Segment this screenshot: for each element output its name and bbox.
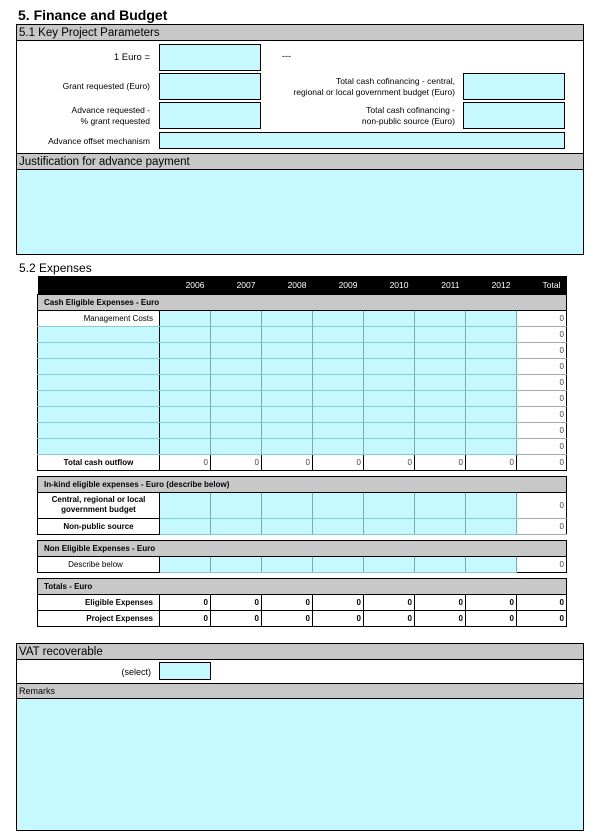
cash-row-label[interactable] <box>38 326 160 342</box>
noneligible-group-header: Non Eligible Expenses - Euro <box>38 540 567 556</box>
key-parameters-header: 5.1 Key Project Parameters <box>17 25 583 41</box>
cash-row-total: 0 <box>517 310 567 326</box>
cash-cell[interactable] <box>211 310 262 326</box>
project-expenses-value: 0 <box>211 610 262 626</box>
eligible-expenses-value: 0 <box>211 594 262 610</box>
inkind-cell[interactable] <box>466 492 517 518</box>
expenses-table <box>37 276 567 627</box>
cash-cell[interactable] <box>466 342 517 358</box>
cash-row-total: 0 <box>517 438 567 454</box>
cash-cell[interactable] <box>211 438 262 454</box>
remarks-textarea[interactable] <box>17 699 583 830</box>
total-header: Total <box>517 276 567 294</box>
totals-group-header: Totals - Euro <box>38 578 567 594</box>
cash-cell[interactable] <box>466 310 517 326</box>
cash-cell[interactable] <box>262 310 313 326</box>
cash-eligible-group-header: Cash Eligible Expenses - Euro <box>38 294 567 310</box>
inkind-cell[interactable] <box>313 492 364 518</box>
cash-row <box>38 310 567 326</box>
cash-cell[interactable] <box>160 326 211 342</box>
expenses-header: 5.2 Expenses <box>19 261 92 275</box>
cash-cell[interactable] <box>262 390 313 406</box>
cash-cell[interactable] <box>415 390 466 406</box>
inkind-cell[interactable] <box>364 492 415 518</box>
noneligible-cell[interactable] <box>211 556 262 572</box>
project-expenses-value: 0 <box>415 610 466 626</box>
cash-row-label[interactable] <box>38 358 160 374</box>
cash-cell[interactable] <box>160 310 211 326</box>
cash-row-label[interactable] <box>38 374 160 390</box>
years-header-blank <box>38 276 160 294</box>
project-expenses-value: 0 <box>160 610 211 626</box>
cash-row-total: 0 <box>517 358 567 374</box>
cash-cell[interactable] <box>160 438 211 454</box>
inkind-public-label: Central, regional or local government budget <box>38 492 160 518</box>
inkind-cell[interactable] <box>160 518 211 534</box>
cash-row <box>38 422 567 438</box>
cofinancing-private-label: Total cash cofinancing - non-public source (Euro) <box>361 105 455 126</box>
project-expenses-value: 0 <box>466 610 517 626</box>
cash-cell[interactable] <box>313 438 364 454</box>
eligible-expenses-value: 0 <box>517 594 567 610</box>
cash-cell[interactable] <box>466 326 517 342</box>
cash-cell[interactable] <box>160 358 211 374</box>
inkind-public-total: 0 <box>517 492 567 518</box>
inkind-cell[interactable] <box>160 492 211 518</box>
year-header: 2011 <box>415 276 466 294</box>
year-header: 2008 <box>262 276 313 294</box>
cash-cell[interactable] <box>415 438 466 454</box>
total-cash-outflow-value: 0 <box>517 454 567 470</box>
year-header: 2007 <box>211 276 262 294</box>
cash-cell[interactable] <box>364 374 415 390</box>
total-cash-outflow-value: 0 <box>160 454 211 470</box>
cash-row-label[interactable] <box>38 390 160 406</box>
cash-cell[interactable] <box>364 438 415 454</box>
inkind-cell[interactable] <box>415 492 466 518</box>
cash-cell[interactable] <box>160 374 211 390</box>
cash-cell[interactable] <box>211 326 262 342</box>
cash-cell[interactable] <box>313 374 364 390</box>
vat-select[interactable] <box>159 662 211 680</box>
eligible-expenses-value: 0 <box>313 594 364 610</box>
inkind-group-header: In-kind eligible expenses - Euro (describe below) <box>38 476 567 492</box>
vat-header: VAT recoverable <box>17 644 583 660</box>
inkind-cell[interactable] <box>364 518 415 534</box>
cash-cell[interactable] <box>313 310 364 326</box>
inkind-private-total: 0 <box>517 518 567 534</box>
inkind-cell[interactable] <box>313 518 364 534</box>
cash-row-label[interactable] <box>38 406 160 422</box>
project-expenses-value: 0 <box>364 610 415 626</box>
cash-cell[interactable] <box>415 422 466 438</box>
cash-cell[interactable] <box>313 358 364 374</box>
euro-rate-field[interactable] <box>159 44 261 71</box>
cash-row-total: 0 <box>517 406 567 422</box>
cash-row-label[interactable] <box>38 438 160 454</box>
noneligible-total: 0 <box>517 556 567 572</box>
cash-cell[interactable] <box>466 438 517 454</box>
eligible-expenses-label: Eligible Expenses <box>38 594 160 610</box>
cash-cell[interactable] <box>262 406 313 422</box>
cash-cell[interactable] <box>160 422 211 438</box>
cash-cell[interactable] <box>262 422 313 438</box>
project-expenses-row <box>38 610 567 626</box>
cash-cell[interactable] <box>313 342 364 358</box>
cash-cell[interactable] <box>211 422 262 438</box>
inkind-cell[interactable] <box>211 492 262 518</box>
cash-cell[interactable] <box>415 374 466 390</box>
project-expenses-value: 0 <box>313 610 364 626</box>
eligible-expenses-value: 0 <box>160 594 211 610</box>
cash-cell[interactable] <box>160 406 211 422</box>
cash-cell[interactable] <box>364 310 415 326</box>
cash-cell[interactable] <box>466 422 517 438</box>
eligible-expenses-value: 0 <box>262 594 313 610</box>
cash-cell[interactable] <box>262 358 313 374</box>
cash-cell[interactable] <box>364 358 415 374</box>
total-cash-outflow-row <box>38 454 567 470</box>
cofinancing-private-field[interactable] <box>463 102 565 129</box>
cash-cell[interactable] <box>211 358 262 374</box>
total-cash-outflow-value: 0 <box>313 454 364 470</box>
cash-cell[interactable] <box>364 390 415 406</box>
inkind-private-label: Non-public source <box>38 518 160 534</box>
cash-cell[interactable] <box>415 326 466 342</box>
cash-cell[interactable] <box>466 374 517 390</box>
justification-header: Justification for advance payment <box>17 154 583 170</box>
total-cash-outflow-value: 0 <box>262 454 313 470</box>
cash-row-label: Management Costs <box>38 310 160 326</box>
cash-row <box>38 342 567 358</box>
vat-select-label: (select) <box>121 667 151 677</box>
cash-cell[interactable] <box>313 326 364 342</box>
cash-row <box>38 374 567 390</box>
total-cash-outflow-value: 0 <box>466 454 517 470</box>
total-cash-outflow-value: 0 <box>415 454 466 470</box>
cash-cell[interactable] <box>313 422 364 438</box>
year-header: 2010 <box>364 276 415 294</box>
cash-row <box>38 438 567 454</box>
cash-cell[interactable] <box>211 406 262 422</box>
inkind-cell[interactable] <box>211 518 262 534</box>
cash-cell[interactable] <box>466 358 517 374</box>
cash-cell[interactable] <box>211 342 262 358</box>
cash-row <box>38 390 567 406</box>
project-expenses-value: 0 <box>262 610 313 626</box>
cash-cell[interactable] <box>262 438 313 454</box>
noneligible-cell[interactable] <box>313 556 364 572</box>
cash-cell[interactable] <box>313 390 364 406</box>
euro-dashes: --- <box>282 51 291 61</box>
cash-cell[interactable] <box>364 422 415 438</box>
year-header: 2012 <box>466 276 517 294</box>
noneligible-cell[interactable] <box>262 556 313 572</box>
remarks-header: Remarks <box>17 684 583 699</box>
years-header-row <box>38 276 567 294</box>
project-expenses-value: 0 <box>517 610 567 626</box>
noneligible-cell[interactable] <box>364 556 415 572</box>
cash-row-total: 0 <box>517 390 567 406</box>
advance-offset-label: Advance offset mechanism <box>48 136 150 146</box>
cash-row-total: 0 <box>517 342 567 358</box>
cash-row-total: 0 <box>517 326 567 342</box>
cash-cell[interactable] <box>466 390 517 406</box>
eligible-expenses-value: 0 <box>364 594 415 610</box>
cash-cell[interactable] <box>415 406 466 422</box>
inkind-public-row <box>38 492 567 518</box>
inkind-cell[interactable] <box>466 518 517 534</box>
inkind-cell[interactable] <box>262 518 313 534</box>
total-cash-outflow-value: 0 <box>364 454 415 470</box>
cash-cell[interactable] <box>211 390 262 406</box>
total-cash-outflow-label: Total cash outflow <box>38 454 160 470</box>
project-expenses-label: Project Expenses <box>38 610 160 626</box>
cash-cell[interactable] <box>364 342 415 358</box>
cash-cell[interactable] <box>313 406 364 422</box>
cofinancing-public-field[interactable] <box>463 73 565 100</box>
cofinancing-public-label: Total cash cofinancing - central, regional or local government budget (Euro) <box>293 76 455 97</box>
advance-requested-field[interactable] <box>159 102 261 129</box>
cash-cell[interactable] <box>415 310 466 326</box>
cash-cell[interactable] <box>364 406 415 422</box>
total-cash-outflow-value: 0 <box>211 454 262 470</box>
cash-row-label[interactable] <box>38 422 160 438</box>
noneligible-cell[interactable] <box>466 556 517 572</box>
cash-cell[interactable] <box>415 358 466 374</box>
inkind-cell[interactable] <box>262 492 313 518</box>
cash-cell[interactable] <box>262 342 313 358</box>
cash-row-total: 0 <box>517 374 567 390</box>
eligible-expenses-row <box>38 594 567 610</box>
noneligible-row <box>38 556 567 572</box>
cash-cell[interactable] <box>415 342 466 358</box>
cash-cell[interactable] <box>262 326 313 342</box>
cash-row <box>38 358 567 374</box>
cash-row <box>38 326 567 342</box>
year-header: 2006 <box>160 276 211 294</box>
year-header: 2009 <box>313 276 364 294</box>
eligible-expenses-value: 0 <box>415 594 466 610</box>
cash-row-label[interactable] <box>38 342 160 358</box>
noneligible-label: Describe below <box>38 556 160 572</box>
cash-cell[interactable] <box>211 374 262 390</box>
inkind-cell[interactable] <box>415 518 466 534</box>
noneligible-cell[interactable] <box>415 556 466 572</box>
justification-textarea[interactable] <box>17 170 583 254</box>
cash-cell[interactable] <box>160 342 211 358</box>
cash-cell[interactable] <box>160 390 211 406</box>
cash-cell[interactable] <box>262 374 313 390</box>
grant-requested-label: Grant requested (Euro) <box>62 81 150 91</box>
noneligible-cell[interactable] <box>160 556 211 572</box>
euro-rate-label: 1 Euro = <box>113 52 150 63</box>
eligible-expenses-value: 0 <box>466 594 517 610</box>
cash-cell[interactable] <box>466 406 517 422</box>
cash-row <box>38 406 567 422</box>
cash-cell[interactable] <box>364 326 415 342</box>
advance-offset-field[interactable] <box>159 132 565 149</box>
cash-row-total: 0 <box>517 422 567 438</box>
advance-requested-label: Advance requested - % grant requested <box>71 105 150 126</box>
grant-requested-field[interactable] <box>159 73 261 100</box>
inkind-private-row <box>38 518 567 534</box>
page-title: 5. Finance and Budget <box>18 7 168 23</box>
